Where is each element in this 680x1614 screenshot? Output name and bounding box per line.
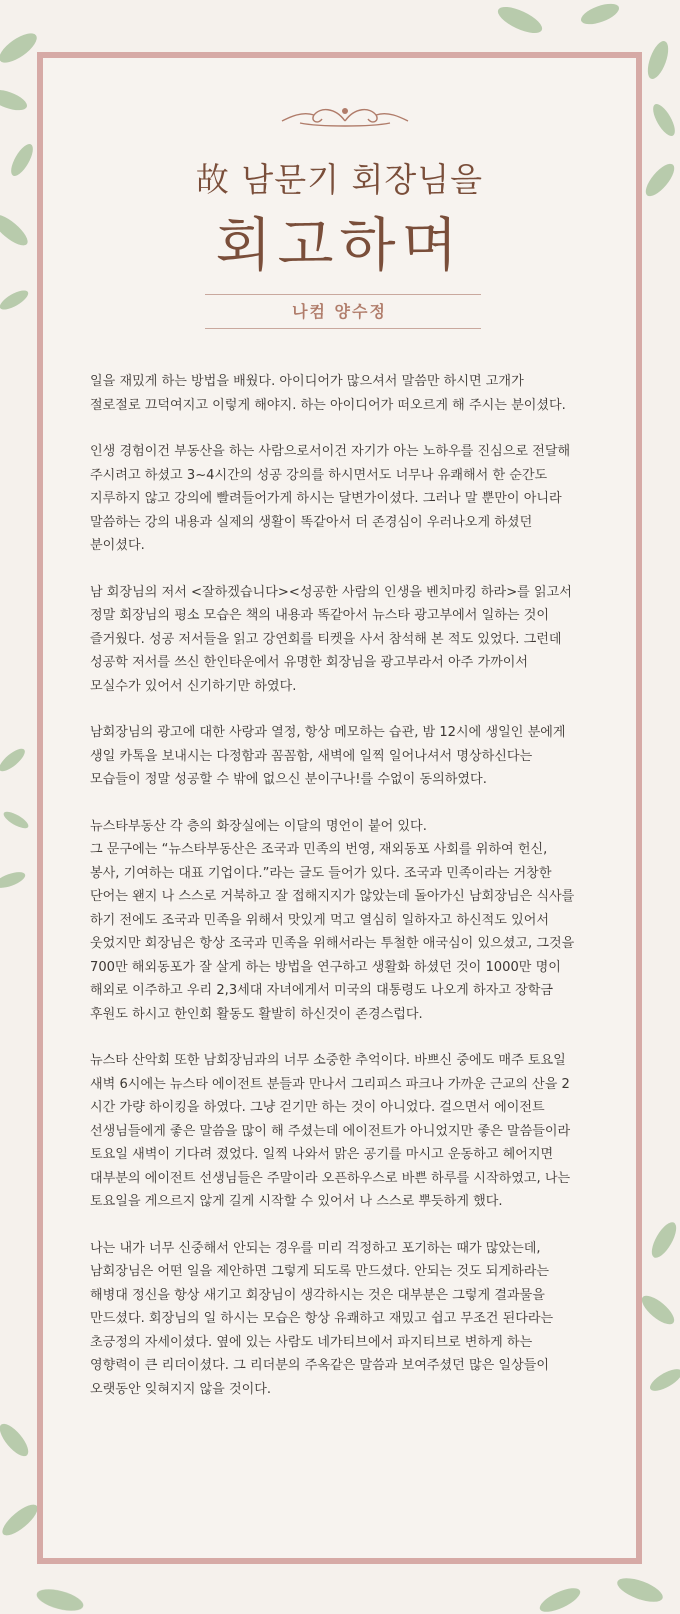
paragraph: 뉴스타 산악회 또한 남회장님과의 너무 소중한 추억이다. 바쁘신 중에도 매주 토요일 새벽 6시에는 뉴스타 에이전트 분들과 만나서 그리피스 파크나 가까운 근교의 산을 2 시간 가량 하이킹을 하였다. 그냥 걷기만 하는 것이 아니었다. 걸으면서 에이전트 선생님들에게 좋은 말씀을 많이 해 주셨는데 에이전트가 아니었지만 좋은 말씀들이라 토요일 새벽이 기다려 졌었다. 일찍 나와서 맑은 공기를 마시고 운동하고 헤어지면 대부분의 에이전트 선생님들은 주말이라 오픈하우스로 바쁜 하루를 시작하였고, 나는 토요일을 게으르지 않게 길게 시작할 수 있어서 나 스스로 뿌듯하게 했다. bbox=[90, 1053, 571, 1209]
paragraph: 인생 경험이건 부동산을 하는 사람으로서이건 자기가 아는 노하우를 진심으로 전달해 주시려고 하셨고 3~4시간의 성공 강의를 하시면서도 너무나 유쾌해서 한 순간도 지루하지 않고 강의에 빨려들어가게 하시는 달변가이셨다. 그러나 말 뿐만이 아니라 말씀하는 강의 내용과 실제의 생활이 똑같아서 더 존경심이 우러나오게 하셨던 분이셨다. bbox=[90, 444, 571, 553]
paragraph: 남 회장님의 저서 <잘하겠습니다><성공한 사람의 인생을 벤치마킹 하라>를 읽고서 정말 회장님의 평소 모습은 책의 내용과 똑같아서 뉴스타 광고부에서 일하는 것이 즐거웠다. 성공 저서들을 읽고 강연회를 티켓을 사서 참석해 본 적도 있었다. 그런데 성공학 저서를 쓰신 한인타운에서 유명한 회장님을 광고부라서 아주 가까이서 모실수가 있어서 신기하기만 하였다. bbox=[90, 584, 572, 694]
title-line-1: 故 남문기 회장님을 bbox=[195, 160, 484, 199]
paragraph: 뉴스타부동산 각 층의 화장실에는 이달의 명언이 붙어 있다. 그 문구에는 “뉴스타부동산은 조국과 민족의 번영, 재외동포 사회를 위하여 헌신, 봉사, 기여하는 대표 기업이다.”라는 글도 들어가 있다. 조국과 민족이라는 거창한 단어는 왠지 나 스스로 거북하고 잘 접해지지가 않았는데 돌아가신 남회장님은 식사를 하기 전에도 조국과 민족을 위해서 맛있게 먹고 열심히 일하자고 하신적도 있어서 웃었지만 회장님은 항상 조국과 민족을 위해서라는 투철한 애국심이 있으셨고, 그것을 700만 해외동포가 잘 살게 하는 방법을 연구하고 생활화 하셨던 것이 1000만 명이 해외로 이주하고 우리 2,3세대 자녀에게서 미국의 대통령도 나오게 하자고 장학금 후원도 하시고 한인회 활동도 활발히 하신것이 존경스럽다. bbox=[90, 818, 575, 1022]
author-name: 나컴 양수정 bbox=[292, 302, 387, 321]
memorial-card bbox=[37, 52, 642, 1564]
ornament-flourish-icon bbox=[280, 103, 410, 129]
divider bbox=[205, 328, 481, 329]
title-line-2: 회고하며 bbox=[215, 211, 464, 279]
article-body bbox=[90, 370, 610, 1424]
paragraph: 나는 내가 너무 신중해서 안되는 경우를 미리 걱정하고 포기하는 때가 많았는데, 남회장님은 어떤 일을 제안하면 그렇게 되도록 만드셨다. 안되는 것도 되게하라는 해병대 정신을 항상 새기고 회장님이 생각하시는 것은 대부분은 그렇게 결과물을 만드셨다. 회장님의 일 하시는 모습은 항상 유쾌하고 재밌고 쉽고 무조건 된다라는 초긍정의 자세이셨다. 옆에 있는 사람도 네가티브에서 파지티브로 변하게 하는 영향력이 큰 리더이셨다. 그 리더분의 주옥같은 말씀과 보여주셨던 많은 일상들이 오랫동안 잊혀지지 않을 것이다. bbox=[90, 1240, 554, 1397]
paragraph: 일을 재밌게 하는 방법을 배웠다. 아이디어가 많으셔서 말씀만 하시면 고개가 절로절로 끄덕여지고 이렇게 해야지. 하는 아이디어가 떠오르게 해 주시는 분이셨다. bbox=[90, 374, 566, 413]
paragraph: 남회장님의 광고에 대한 사랑과 열정, 항상 메모하는 습관, 밤 12시에 생일인 분에게 생일 카톡을 보내시는 다정함과 꼼꼼함, 새벽에 일찍 일어나셔서 명상하신다는 모습들이 정말 성공할 수 밖에 없으신 분이구나!를 수없이 동의하였다. bbox=[90, 725, 566, 787]
divider bbox=[205, 294, 481, 295]
